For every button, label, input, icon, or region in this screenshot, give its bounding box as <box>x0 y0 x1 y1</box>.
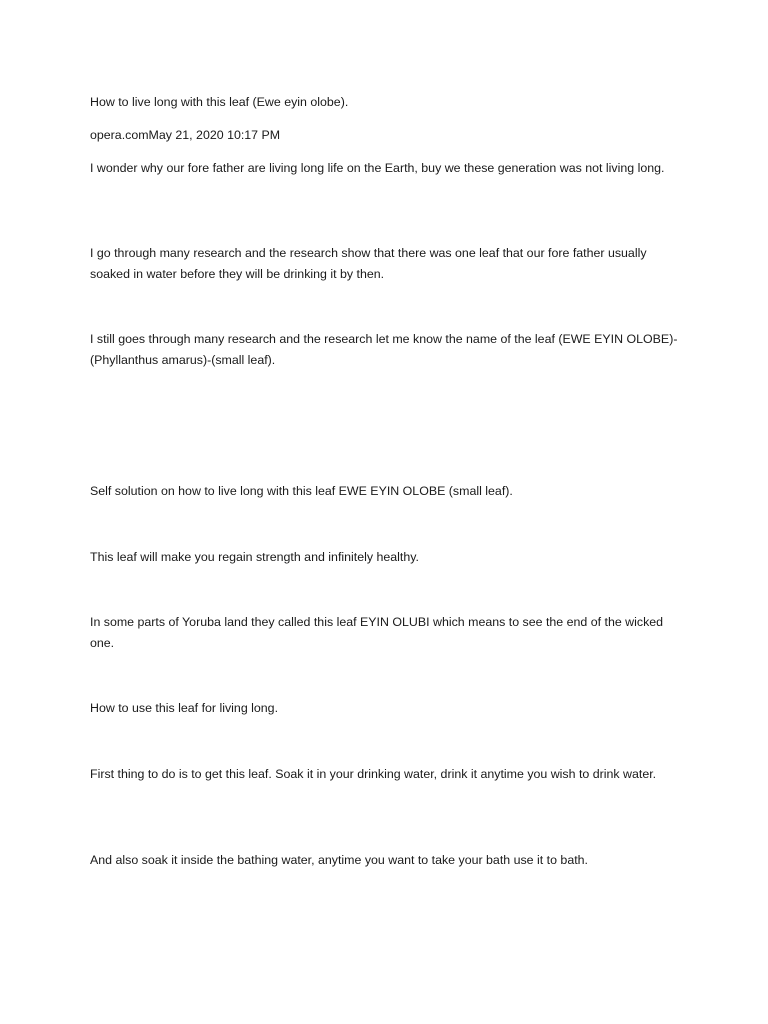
document-byline: opera.comMay 21, 2020 10:17 PM <box>90 128 281 142</box>
paragraph-4: Self solution on how to live long with this leaf EWE EYIN OLOBE (small leaf). <box>90 484 513 498</box>
paragraph-7: How to use this leaf for living long. <box>90 701 279 715</box>
paragraph-9: And also soak it inside the bathing water, anytime you want to take your bath use it to bath. <box>90 853 588 867</box>
paragraph-1: I wonder why our fore father are living long life on the Earth, buy we these generation was not living long. <box>90 161 665 175</box>
paragraph-8: First thing to do is to get this leaf. Soak it in your drinking water, drink it anytime you wish to drink water. <box>90 767 657 781</box>
paragraph-2: I go through many research and the research show that there was one leaf that our fore father usually soaked in water before they will be drinking it by then. <box>90 246 647 281</box>
document-title: How to live long with this leaf (Ewe eyin olobe). <box>90 95 349 109</box>
paragraph-3: I still goes through many research and the research let me know the name of the leaf (EWE EYIN OLOBE)-(Phyllanthus amarus)-(small leaf). <box>90 332 678 367</box>
paragraph-5: This leaf will make you regain strength and infinitely healthy. <box>90 550 419 564</box>
paragraph-6: In some parts of Yoruba land they called this leaf EYIN OLUBI which means to see the end of the wicked one. <box>90 615 664 650</box>
